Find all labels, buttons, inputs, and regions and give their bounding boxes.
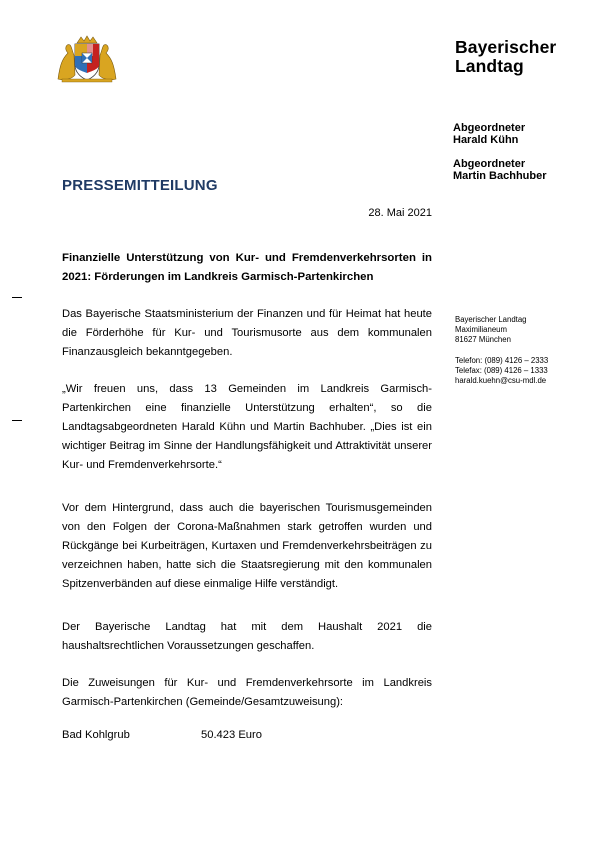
allocation-amount: 50.423 Euro (201, 729, 262, 741)
fold-mark (12, 420, 22, 421)
brand-line-2: Landtag (455, 56, 524, 76)
contact-block (455, 356, 575, 386)
paragraph-3: Vor dem Hintergrund, dass auch die bayerischen Tourismusgemeinden von den Folgen der Corona-Maßnahmen stark getroffen wurden und Rückgänge bei Kurbeiträgen, Kurtaxen und Fremdenverkehrsbeiträgen zu verzeichnen haben, hatte sich die Staatsregierung mit den kommunalen Spitzenverbänden auf diese einmalige Hilfe verständigt. (62, 502, 432, 590)
coat-of-arms-logo (54, 35, 120, 83)
paragraph-2: „Wir freuen uns, dass 13 Gemeinden im Landkreis Garmisch-Partenkirchen eine finanzielle Unterstützung erhalten“, so die Landtagsabgeordneten Harald Kühn und Martin Bachhuber. „Dies ist ein wichtiger Beitrag im Sinne der Handlungsfähigkeit und Attraktivität unserer Kur- und Fremdenverkehrsorte.“ (62, 383, 432, 471)
contact-fax: Telefax: (089) 4126 – 1333 (455, 366, 548, 375)
member-name: Martin Bachhuber (453, 170, 547, 182)
member-kuehn (453, 122, 525, 146)
address-building: Maximilianeum (455, 325, 507, 334)
member-bachhuber (453, 158, 547, 182)
address-city: 81627 München (455, 335, 511, 344)
address-block (455, 315, 575, 345)
brand-line-1: Bayerischer (455, 37, 557, 57)
member-name: Harald Kühn (453, 134, 519, 146)
headline: Finanzielle Unterstützung von Kur- und Fremdenverkehrsorten in 2021: Förderungen im Landkreis Garmisch-Partenkirchen (62, 252, 432, 283)
paragraph-4: Der Bayerische Landtag hat mit dem Haushalt 2021 die haushaltsrechtlichen Voraussetzungen geschaffen. (62, 621, 432, 652)
fold-mark (12, 297, 22, 298)
paragraph-5: Die Zuweisungen für Kur- und Fremdenverkehrsorte im Landkreis Garmisch-Partenkirchen (Gemeinde/Gesamtzuweisung): (62, 677, 432, 708)
page-title: PRESSEMITTEILUNG (62, 177, 218, 194)
member-role: Abgeordneter (453, 158, 526, 170)
contact-phone: Telefon: (089) 4126 – 2333 (455, 356, 549, 365)
brand-bayerischer-landtag (455, 38, 556, 76)
contact-email: harald.kuehn@csu-mdl.de (455, 376, 547, 385)
member-role: Abgeordneter (453, 122, 526, 134)
allocation-municipality: Bad Kohlgrub (62, 729, 130, 741)
release-date: 28. Mai 2021 (368, 207, 432, 219)
paragraph-1: Das Bayerische Staatsministerium der Finanzen und für Heimat hat heute die Förderhöhe für Kur- und Tourismusorte aus dem kommunalen Finanzausgleich bekanntgegeben. (62, 308, 432, 358)
address-org: Bayerischer Landtag (455, 315, 527, 324)
